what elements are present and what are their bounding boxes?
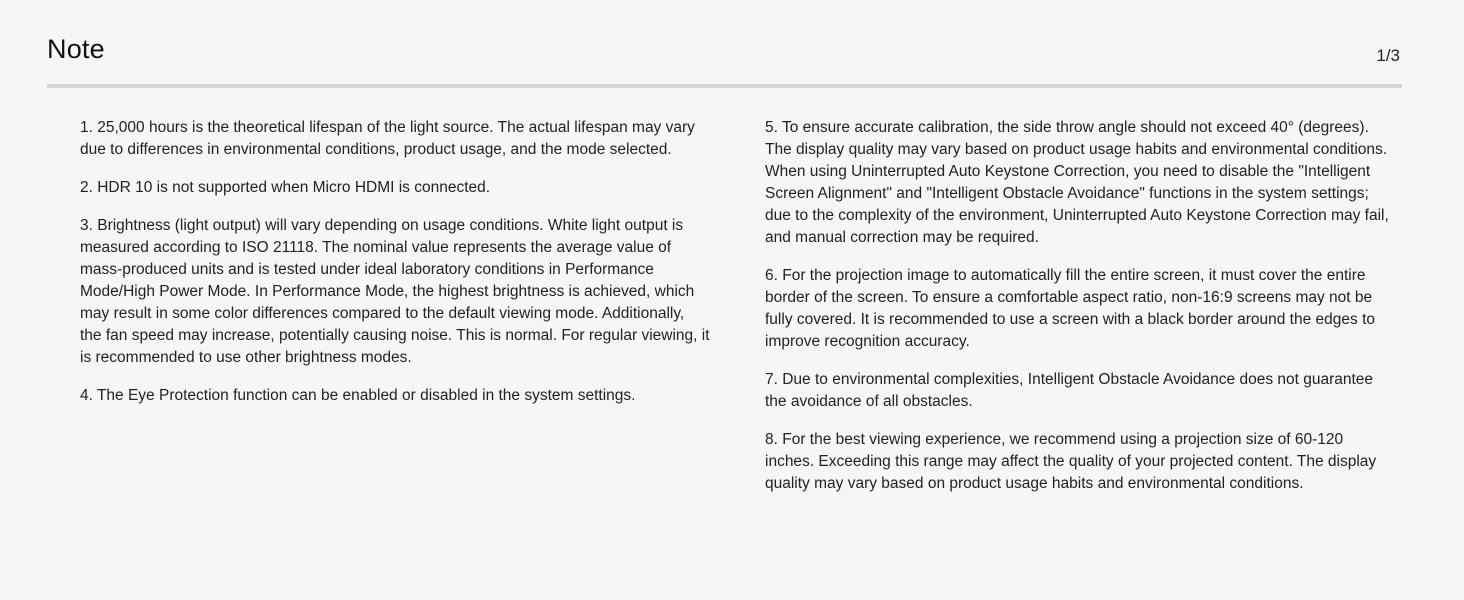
note-item: 7. Due to environmental complexities, Intelligent Obstacle Avoidance does not guarantee the avoidance of all obstacles.	[765, 371, 1374, 410]
note-item: 5. To ensure accurate calibration, the side throw angle should not exceed 40° (degrees). The display quality may vary based on product usage habits and environmental conditions. When using Uninterrupted Auto Keystone Correction, you need to disable the "Intelligent Screen Alignment" and "Intelligent Obstacle Avoidance" functions in the system settings; due to the complexity of the environment, Uninterrupted Auto Keystone Correction may fail, and manual correction may be required.	[765, 119, 1389, 246]
page-title: Note	[47, 34, 105, 64]
notes-column-left	[80, 117, 710, 423]
notes-column-right	[765, 117, 1395, 511]
note-item: 4. The Eye Protection function can be enabled or disabled in the system settings.	[80, 387, 636, 404]
note-item: 6. For the projection image to automatically fill the entire screen, it must cover the entire border of the screen. To ensure a comfortable aspect ratio, non-16:9 screens may not be fully covered. It is recommended to use a screen with a black border around the edges to improve recognition accuracy.	[765, 267, 1376, 350]
note-item: 2. HDR 10 is not supported when Micro HDMI is connected.	[80, 179, 491, 196]
note-item: 3. Brightness (light output) will vary depending on usage conditions. White light output is measured according to ISO 21118. The nominal value represents the average value of mass-produced units and is tested under ideal laboratory conditions in Performance Mode/High Power Mode. In Performance Mode, the highest brightness is achieved, which may result in some color differences compared to the default viewing mode. Additionally, the fan speed may increase, potentially causing noise. This is normal. For regular viewing, it is recommended to use other brightness modes.	[80, 217, 710, 366]
header	[47, 0, 1402, 88]
note-item: 1. 25,000 hours is the theoretical lifespan of the light source. The actual lifespan may vary due to differences in environmental conditions, product usage, and the mode selected.	[80, 119, 695, 158]
page-indicator: 1/3	[1376, 46, 1400, 65]
note-item: 8. For the best viewing experience, we recommend using a projection size of 60-120 inches. Exceeding this range may affect the quality of your projected content. The display quality may vary based on product usage habits and environmental conditions.	[765, 431, 1377, 492]
